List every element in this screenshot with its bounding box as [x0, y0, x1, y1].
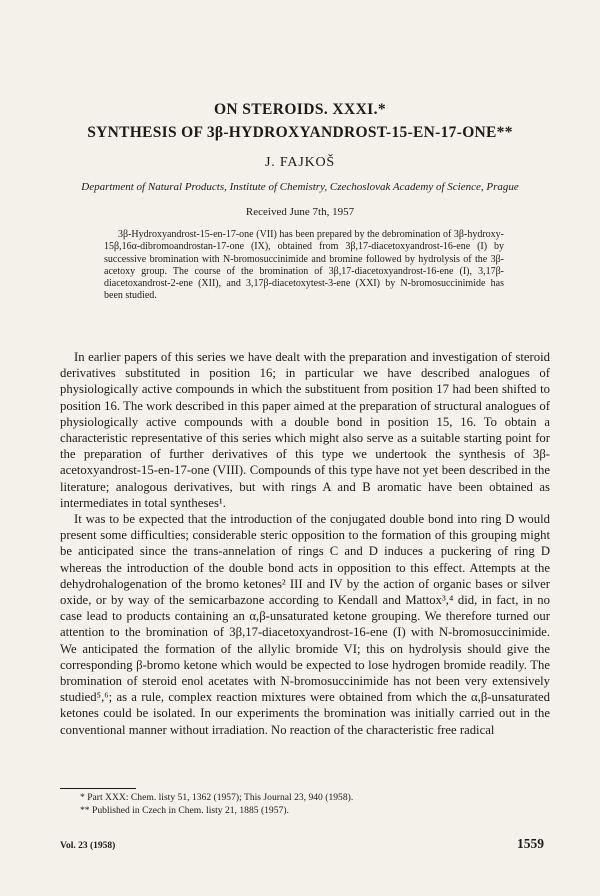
body-paragraph-1: In earlier papers of this series we have dealt with the preparation and investigation of steroid derivatives substituted in position 16; in particular we have described analogues of physiologically active compounds in which the substituent from position 17 had been shifted to position 16. The work described in this paper aimed at the preparation of structural analogues of physiologically active compounds with a double bond in position 15, 16. To obtain a characteristic representative of this series which might also serve as a suitable starting point for the preparation of further derivatives of this type we undertook the synthesis of 3β-acetoxyandrost-15-en-17-one (VIII). Compounds of this type have not yet been described in the literature; analogous derivatives, but with rings A and B aromatic have been obtained as intermediates in total syntheses¹.: [60, 350, 550, 510]
body-text: [60, 349, 550, 738]
article-title-line2: SYNTHESIS OF 3β-HYDROXYANDROST-15-EN-17-ONE**: [87, 124, 513, 141]
footnotes: [60, 792, 540, 817]
journal-volume: Vol. 23 (1958): [60, 841, 116, 851]
author-name: J. FAJKOŠ: [265, 155, 335, 170]
abstract: [104, 229, 504, 303]
author-affiliation: Department of Natural Products, Institute of Chemistry, Czechoslovak Academy of Science, Prague: [81, 181, 519, 193]
footnote-1: * Part XXX: Chem. listy 51, 1362 (1957); This Journal 23, 940 (1958).: [80, 792, 354, 803]
footnote-2: ** Published in Czech in Chem. listy 21, 1885 (1957).: [80, 804, 289, 816]
article-title-line1: ON STEROIDS. XXXI.*: [213, 101, 387, 118]
received-date: Received June 7th, 1957: [245, 206, 355, 218]
abstract-text: 3β-Hydroxyandrost-15-en-17-one (VII) has been prepared by the debromination of 3β-hydroxy-15β,16α-dibromoandrostan-17-one (IX), obtained from 3β,17-diacetoxyandrost-16-ene (I) by successive bromination with N-bromosuccinimide and bromine followed by hydrolysis of the 3β-acetoxy group. The course of the bromination of 3β,17-diacetoxyandrost-16-ene (I), 3,17β-diacetoxandrost-2-ene (XII), and 3,17β-diacetoxytest-3-ene (XXI) by N-bromosuccinimide has been studied.: [104, 229, 504, 302]
page-number: 1559: [517, 836, 544, 851]
body-paragraph-2: It was to be expected that the introduction of the conjugated double bond into ring D would present some difficulties; considerable steric opposition to the formation of this grouping might be anticipated since the trans-annelation of rings C and D induces a puckering of ring D whereas the introduction of the double bond acts in opposition to this effect. Attempts at the dehydrohalogenation of the bromo ketones² III and IV by the action of organic bases or silver oxide, or by way of the semicarbazone according to Kendall and Mattox³,⁴ did, in fact, in no case lead to products containing an α,β-unsaturated ketone grouping. We therefore turned our attention to the bromination of 3β,17-diacetoxyandrost-16-ene (I) with N-bromosuccinimide. We anticipated the formation of the allylic bromide VI; this on hydrolysis should give the corresponding β-bromo ketone which would be expected to lose hydrogen bromide readily. The bromination of steroid enol acetates with N-bromosuccinimide has not been very extensively studied⁵,⁶; as a rule, complex reaction mixtures were obtained from which the α,β-unsaturated ketones could be isolated. In our experiments the bromination was initially carried out in the conventional manner without irradiation. No reaction of the characteristic free radical: [60, 512, 550, 737]
footnote-divider: [60, 788, 136, 789]
